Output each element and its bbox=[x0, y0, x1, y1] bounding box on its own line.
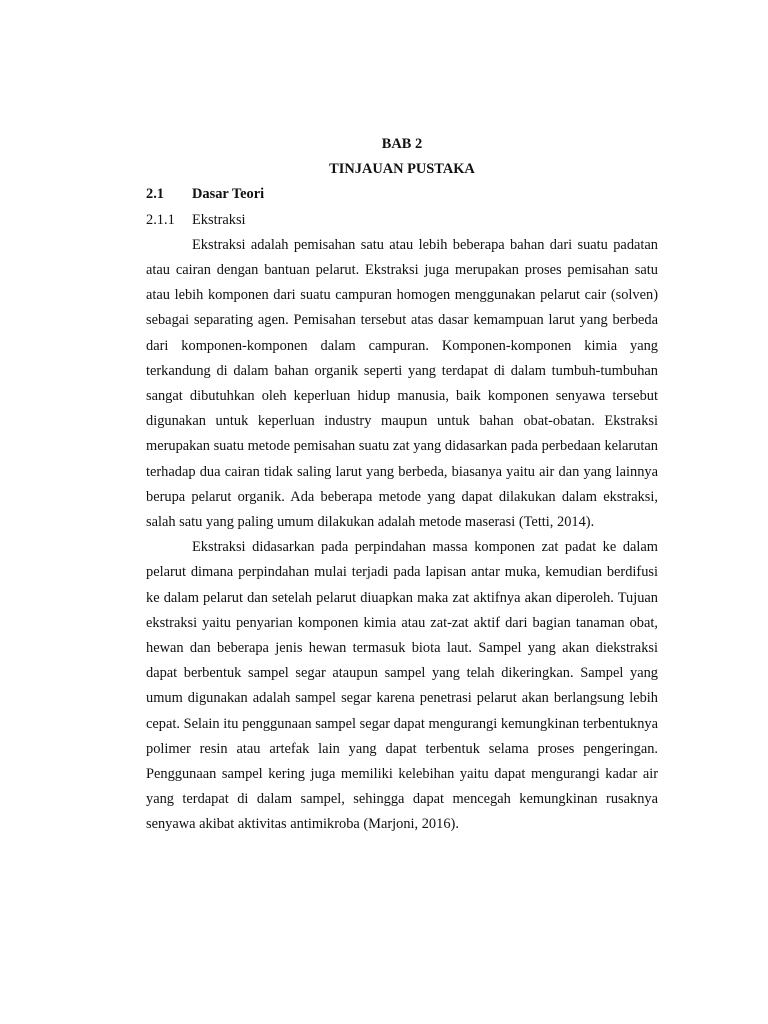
chapter-title: TINJAUAN PUSTAKA bbox=[329, 161, 475, 178]
paragraph-2: Ekstraksi didasarkan pada perpindahan massa komponen zat padat ke dalam pelarut dimana perpindahan mulai terjadi pada lapisan antar muka, kemudian berdifusi ke dalam pelarut dan setelah pelarut diuapkan maka zat aktifnya akan diperoleh. Tujuan ekstraksi yaitu penyarian komponen kimia atau zat-zat aktif dari bagian tanaman obat, hewan dan beberapa jenis hewan termasuk biota laut. Sampel yang akan diekstraksi dapat berbentuk sampel segar ataupun sampel yang telah dikeringkan. Sampel yang umum digunakan adalah sampel segar karena penetrasi pelarut akan berlangsung lebih cepat. Selain itu penggunaan sampel segar dapat mengurangi kemungkinan terbentuknya polimer resin atau artefak lain yang dapat terbentuk selama proses pengeringan. Penggunaan sampel kering juga memiliki kelebihan yaitu dapat mengurangi kadar air yang terdapat di dalam sampel, sehingga dapat mencegah kemungkinan rusaknya senyawa akibat aktivitas antimikroba (Marjoni, 2016). bbox=[146, 539, 658, 833]
section-title: Dasar Teori bbox=[192, 186, 265, 203]
document-page bbox=[146, 132, 658, 838]
section-heading bbox=[146, 182, 658, 207]
paragraph-1: Ekstraksi adalah pemisahan satu atau lebih beberapa bahan dari suatu padatan atau cairan dengan bantuan pelarut. Ekstraksi juga merupakan proses pemisahan satu atau lebih komponen dari suatu campuran homogen menggunakan pelarut cair (solven) sebagai separating agen. Pemisahan tersebut atas dasar kemampuan larut yang berbeda dari komponen-komponen dalam campuran. Komponen-komponen kimia yang terkandung di dalam bahan organik seperti yang terdapat di dalam tumbuh-tumbuhan sangat dibutuhkan oleh keperluan hidup manusia, baik komponen senyawa tersebut digunakan untuk keperluan industry maupun untuk bahan obat-obatan. Ekstraksi merupakan suatu metode pemisahan suatu zat yang didasarkan pada perbedaan kelarutan terhadap dua cairan tidak saling larut yang berbeda, biasanya yaitu air dan yang lainnya berupa pelarut organik. Ada beberapa metode yang dapat dilakukan dalam ekstraksi, salah satu yang paling umum dilakukan adalah metode maserasi (Tetti, 2014). bbox=[146, 236, 658, 531]
chapter-number: BAB 2 bbox=[381, 136, 423, 152]
subsection-number: 2.1.1 bbox=[146, 211, 175, 228]
section-number: 2.1 bbox=[146, 186, 164, 203]
subsection-heading bbox=[146, 208, 658, 233]
subsection-title: Ekstraksi bbox=[192, 211, 246, 228]
